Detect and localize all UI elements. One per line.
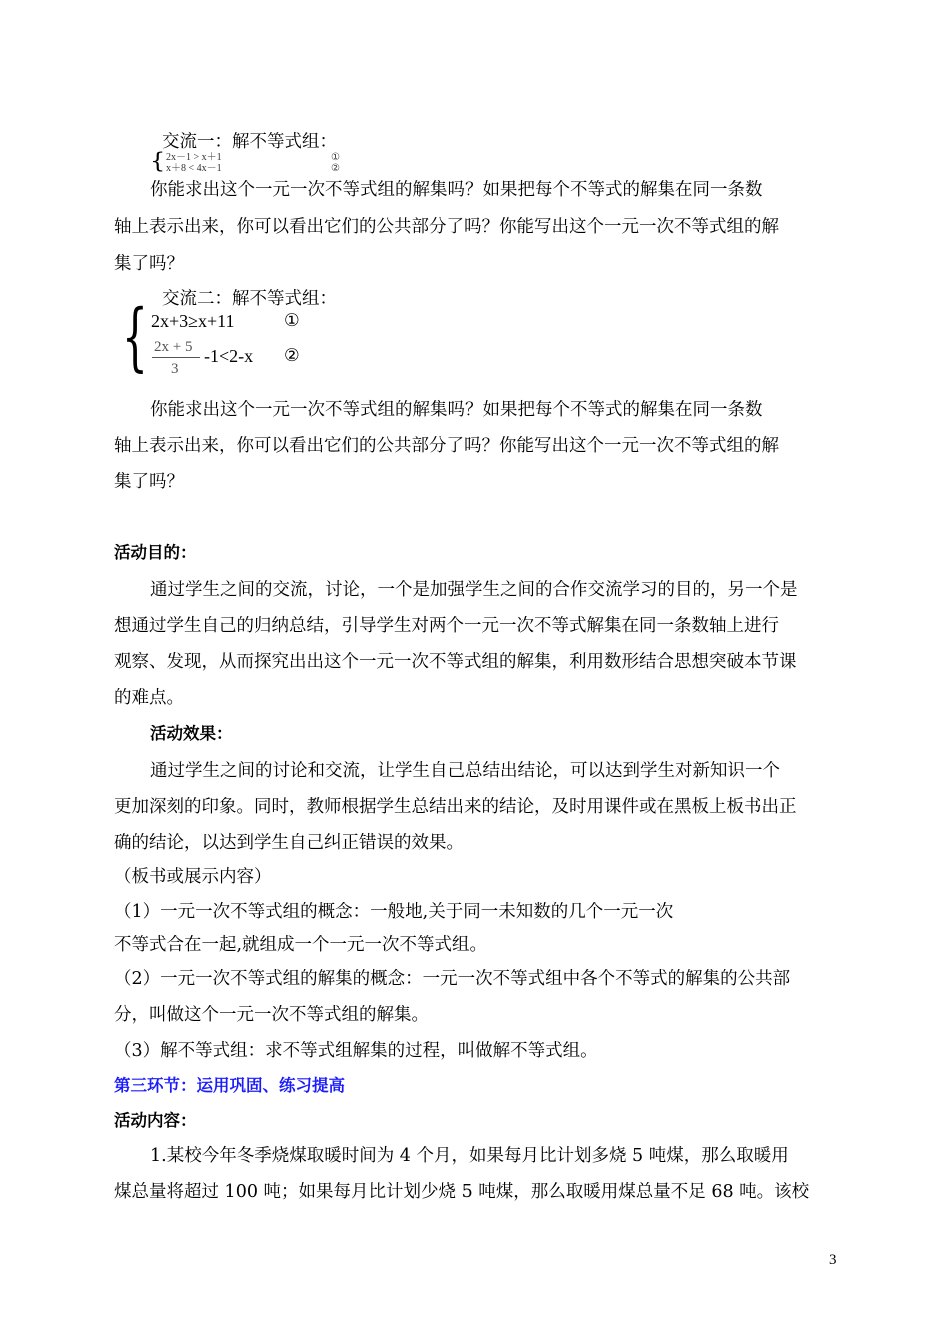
ex2-heading: 交流二：解不等式组： xyxy=(162,289,337,309)
board-title: （板书或展示内容） xyxy=(114,867,272,887)
effect-line-2: 更加深刻的印象。同时，教师根据学生总结出来的结论，及时用课件或在黑板上板书出正 xyxy=(114,797,797,817)
ex2-marker-2: ② xyxy=(284,346,300,366)
ex2-question-line-2: 轴上表示出来，你可以看出它们的公共部分了吗？你能写出这个一元一次不等式组的解 xyxy=(114,436,779,456)
ex2-eq1: 2x+3≥x+11 xyxy=(151,311,235,331)
ex2-marker-1: ① xyxy=(284,311,300,331)
effect-line-1: 通过学生之间的讨论和交流，让学生自己总结出结论，可以达到学生对新知识一个 xyxy=(150,761,780,781)
ex2-frac-numerator: 2x + 5 xyxy=(154,339,193,355)
board-point-1a: （1）一元一次不等式组的概念：一般地,关于同一未知数的几个一元一次 xyxy=(114,902,674,922)
ex1-eq1: 2x－1 > x＋1 xyxy=(166,152,222,163)
ex1-marker-1: ① xyxy=(331,152,340,163)
effect-title: 活动效果： xyxy=(150,724,233,743)
ex2-question-line-1: 你能求出这个一元一次不等式组的解集吗？如果把每个不等式的解集在同一条数 xyxy=(150,400,763,420)
board-point-3: （3）解不等式组：求不等式组解集的过程，叫做解不等式组。 xyxy=(114,1041,598,1061)
purpose-line-3: 观察、发现，从而探究出出这个一元一次不等式组的解集，利用数形结合思想突破本节课 xyxy=(114,652,797,672)
ex2-question-line-3: 集了吗？ xyxy=(114,472,184,492)
ex1-eq2: x＋8 < 4x－1 xyxy=(166,163,222,174)
ex1-question-line-2: 轴上表示出来，你可以看出它们的公共部分了吗？你能写出这个一元一次不等式组的解 xyxy=(114,217,779,237)
page-number: 3 xyxy=(829,1252,837,1268)
ex1-brace: { xyxy=(150,148,166,174)
effect-line-3: 确的结论，以达到学生自己纠正错误的效果。 xyxy=(114,833,464,853)
section3-content-title: 活动内容： xyxy=(114,1111,197,1130)
section3-line-2: 煤总量将超过 100 吨；如果每月比计划少烧 5 吨煤，那么取暖用煤总量不足 68 吨。该校 xyxy=(114,1182,810,1202)
board-point-2a: （2）一元一次不等式组的解集的概念：一元一次不等式组中各个不等式的解集的公共部 xyxy=(114,969,791,989)
ex1-question-line-3: 集了吗？ xyxy=(114,254,184,274)
section3-line-1: 1.某校今年冬季烧煤取暖时间为 4 个月，如果每月比计划多烧 5 吨煤，那么取暖用 xyxy=(150,1146,789,1166)
purpose-line-4: 的难点。 xyxy=(114,688,184,708)
purpose-line-1: 通过学生之间的交流，讨论，一个是加强学生之间的合作交流学习的目的，另一个是 xyxy=(150,580,798,600)
ex2-frac-bar xyxy=(152,357,200,358)
board-point-1b: 不等式合在一起,就组成一个一元一次不等式组。 xyxy=(114,935,488,955)
ex1-heading: 交流一：解不等式组： xyxy=(162,132,337,152)
ex1-marker-2: ② xyxy=(331,163,340,174)
purpose-title: 活动目的： xyxy=(114,543,197,562)
ex2-brace: { xyxy=(122,294,148,380)
board-point-2b: 分，叫做这个一元一次不等式组的解集。 xyxy=(114,1005,429,1025)
section3-title: 第三环节：运用巩固、练习提高 xyxy=(114,1076,345,1095)
purpose-line-2: 想通过学生自己的归纳总结，引导学生对两个一元一次不等式解集在同一条数轴上进行 xyxy=(114,616,779,636)
ex2-eq2-rest: -1<2-x xyxy=(204,346,254,366)
ex1-question-line-1: 你能求出这个一元一次不等式组的解集吗？如果把每个不等式的解集在同一条数 xyxy=(150,180,763,200)
ex2-frac-denominator: 3 xyxy=(171,361,179,377)
